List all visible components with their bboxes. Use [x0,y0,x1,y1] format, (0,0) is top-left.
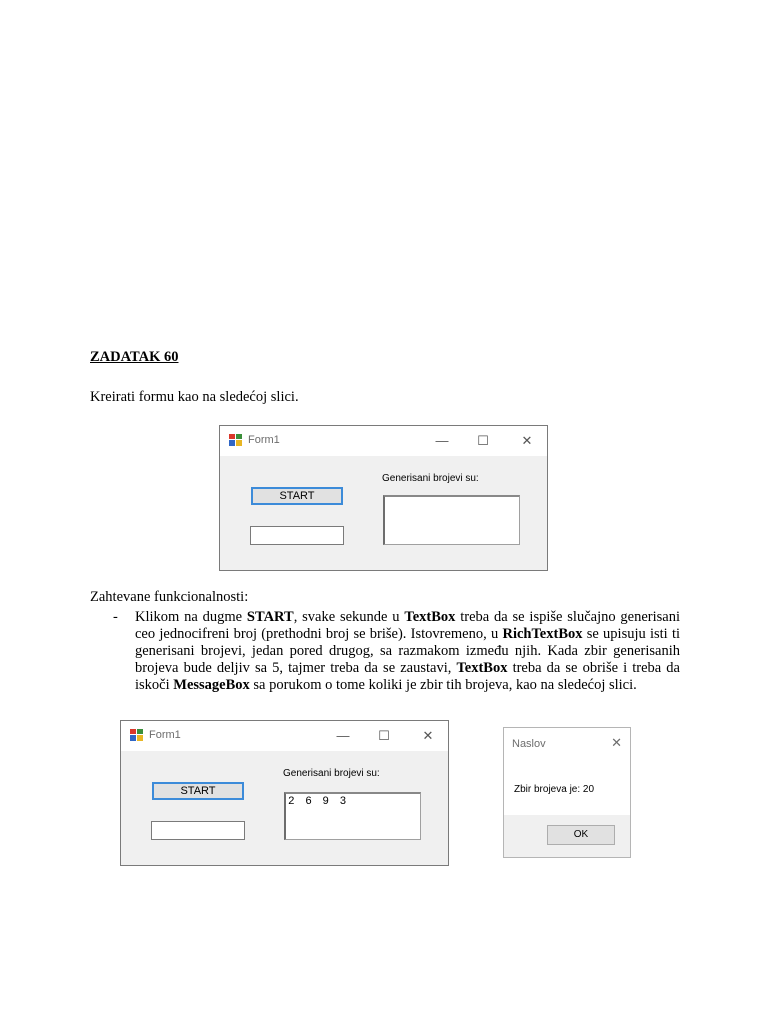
close-icon[interactable]: ✕ [611,735,622,750]
maximize-icon[interactable]: ☐ [477,433,489,448]
messagebox-text: Zbir brojeva je: 20 [514,784,595,795]
form1-titlebar [220,426,547,456]
generated-numbers-label: Generisani brojevi su: [382,473,479,484]
ok-button[interactable]: OK [547,825,615,845]
messagebox-window [503,727,631,858]
minimize-icon[interactable]: — [336,728,350,743]
generated-numbers-label: Generisani brojevi su: [283,768,380,779]
start-button[interactable]: START [152,782,244,800]
messagebox-title: Naslov [512,738,546,750]
requirements-title: Zahtevane funkcionalnosti: [90,589,249,605]
close-icon[interactable]: ✕ [422,728,434,743]
form1-window-running [120,720,449,866]
numbers-richtextbox[interactable]: 2 6 9 3 [284,792,421,840]
numbers-richtextbox[interactable] [383,495,520,545]
close-icon[interactable]: ✕ [521,433,533,448]
maximize-icon[interactable]: ☐ [378,728,390,743]
requirement-bullet: Klikom na dugme START, svake sekunde u TextBox treba da se ispiše slučajno generisani ceo jednocifreni broj (prethodni broj se briše). Istovremeno, u RichTextBox se upisuju isti ti generisani brojevi, jedan pored drugog, sa razmakom između njih. Kada zbir generisanih brojeva bude deljiv sa 5, tajmer treba da se zaustavi, TextBox treba da se obriše i treba da iskoči MessageBox sa porukom o tome koliki je zbir tih brojeva, kao na sledećoj slici. [135,609,680,693]
bullet-dash: - [113,609,118,625]
form1-window [219,425,548,571]
form2-title: Form1 [149,729,181,741]
form-app-icon [130,729,143,741]
messagebox-footer [504,815,630,857]
number-textbox[interactable] [250,526,344,545]
form2-titlebar [121,721,448,751]
form1-title: Form1 [248,434,280,446]
task-heading: ZADATAK 60 [90,349,179,365]
number-textbox[interactable] [151,821,245,840]
minimize-icon[interactable]: — [435,433,449,448]
start-button[interactable]: START [251,487,343,505]
form-app-icon [229,434,242,446]
intro-text: Kreirati formu kao na sledećoj slici. [90,389,299,405]
